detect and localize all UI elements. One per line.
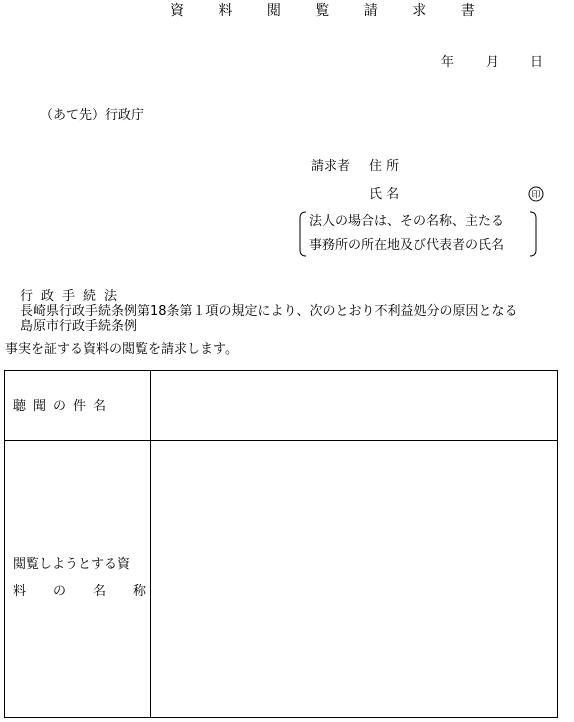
- seal-text: 印: [531, 190, 541, 201]
- label-char: 料: [13, 584, 27, 599]
- label-char: 称: [133, 584, 147, 599]
- corporate-note-line1: 法人の場合は、その名称、主たる: [309, 214, 505, 229]
- document-name-field[interactable]: [151, 441, 557, 717]
- addressee: （あて先）行政庁: [40, 108, 145, 123]
- law-line-3: 島原市行政手続条例: [20, 319, 138, 334]
- law-line-1: 行政手続法: [20, 289, 126, 304]
- law-line-2: 長崎県行政手続条例第18条第１項の規定により、次のとおり不利益処分の原因となる: [20, 304, 518, 319]
- request-statement: 事実を証する資料の閲覧を請求します。: [5, 342, 238, 357]
- name-label: 氏 名: [369, 187, 400, 202]
- document-name-label-line2: [13, 584, 147, 599]
- date-year-label: 年: [441, 55, 455, 70]
- corporate-note: [298, 210, 538, 258]
- document-title: 資 料 閲 覧 請 求 書: [170, 3, 490, 19]
- label-char: 名: [93, 584, 107, 599]
- corporate-note-line2: 事務所の所在地及び代表者の氏名: [309, 238, 505, 253]
- request-table: [4, 370, 558, 718]
- hearing-subject-field[interactable]: [151, 371, 557, 439]
- seal-icon: [528, 186, 544, 204]
- label-char: の: [53, 584, 67, 599]
- requester-label: 請求者: [311, 159, 351, 174]
- hearing-subject-label: 聴聞の件名: [13, 399, 114, 414]
- date-day-label: 日: [530, 55, 544, 70]
- document-name-label-line1: 閲覧しようとする資: [13, 557, 131, 572]
- address-label: 住 所: [369, 159, 400, 174]
- date-month-label: 月: [486, 55, 500, 70]
- seal-circle-icon: [528, 186, 544, 202]
